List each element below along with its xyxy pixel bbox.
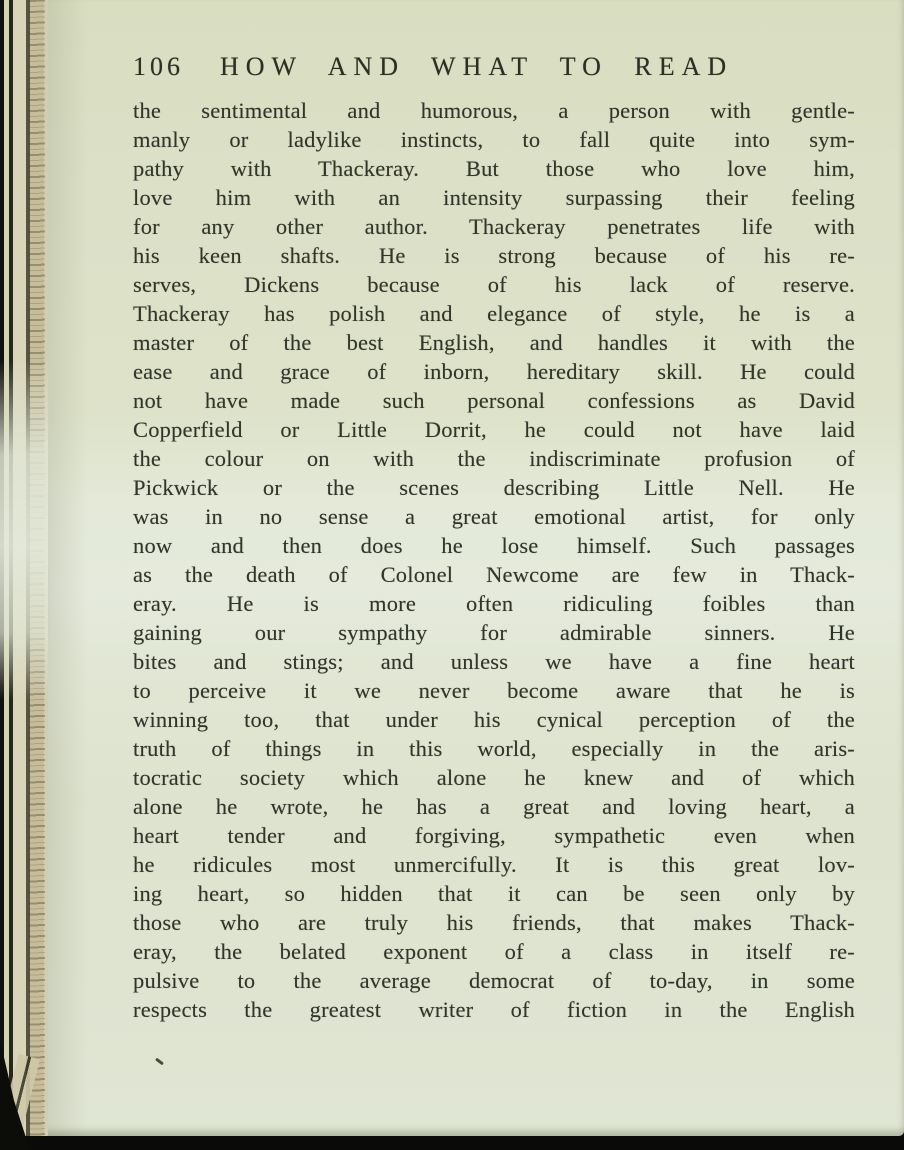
gutter-light-band — [0, 360, 50, 700]
text-line: bites and stings; and unless we have a fine heart — [133, 649, 855, 674]
text-line: heart tender and forgiving, sympathetic even when — [133, 823, 855, 848]
text-line: eray, the belated exponent of a class in itself re- — [133, 939, 855, 964]
text-line: he ridicules most unmercifully. It is this great lov- — [133, 852, 855, 877]
page-content — [133, 52, 855, 1024]
text-line: ease and grace of inborn, hereditary skill. He could — [133, 359, 855, 384]
text-line: Pickwick or the scenes describing Little Nell. He — [133, 475, 855, 500]
text-line: gaining our sympathy for admirable sinners. He — [133, 620, 855, 645]
text-line: love him with an intensity surpassing their feeling — [133, 185, 855, 210]
body-text — [133, 96, 855, 1024]
text-line: for any other author. Thackeray penetrates life with — [133, 214, 855, 239]
page-number: 106 — [133, 52, 184, 81]
text-line: as the death of Colonel Newcome are few in Thack- — [133, 562, 855, 587]
text-line: serves, Dickens because of his lack of reserve. — [133, 272, 855, 297]
text-line: alone he wrote, he has a great and loving heart, a — [133, 794, 855, 819]
gutter-shadow — [48, 0, 88, 1136]
text-line: Copperfield or Little Dorrit, he could not have laid — [133, 417, 855, 442]
text-line: manly or ladylike instincts, to fall quite into sym- — [133, 127, 855, 152]
text-line: those who are truly his friends, that makes Thack- — [133, 910, 855, 935]
text-line: master of the best English, and handles it with the — [133, 330, 855, 355]
text-line: eray. He is more often ridiculing foibles than — [133, 591, 855, 616]
text-line: the sentimental and humorous, a person with gentle- — [133, 98, 855, 123]
text-line: truth of things in this world, especially in the aris- — [133, 736, 855, 761]
text-line: tocratic society which alone he knew and of which — [133, 765, 855, 790]
text-line: pulsive to the average democrat of to-day, in some — [133, 968, 855, 993]
text-line: respects the greatest writer of fiction in the English — [133, 997, 855, 1022]
text-line: his keen shafts. He is strong because of his re- — [133, 243, 855, 268]
text-line: ing heart, so hidden that it can be seen only by — [133, 881, 855, 906]
text-line: pathy with Thackeray. But those who love him, — [133, 156, 855, 181]
text-line: not have made such personal confessions as David — [133, 388, 855, 413]
text-line: Thackeray has polish and elegance of style, he is a — [133, 301, 855, 326]
text-line: the colour on with the indiscriminate profusion of — [133, 446, 855, 471]
text-line: winning too, that under his cynical perception of the — [133, 707, 855, 732]
page-header — [133, 52, 855, 82]
text-line: to perceive it we never become aware that he is — [133, 678, 855, 703]
text-line: was in no sense a great emotional artist, for only — [133, 504, 855, 529]
text-line: now and then does he lose himself. Such passages — [133, 533, 855, 558]
running-title: HOW AND WHAT TO READ — [220, 52, 734, 81]
